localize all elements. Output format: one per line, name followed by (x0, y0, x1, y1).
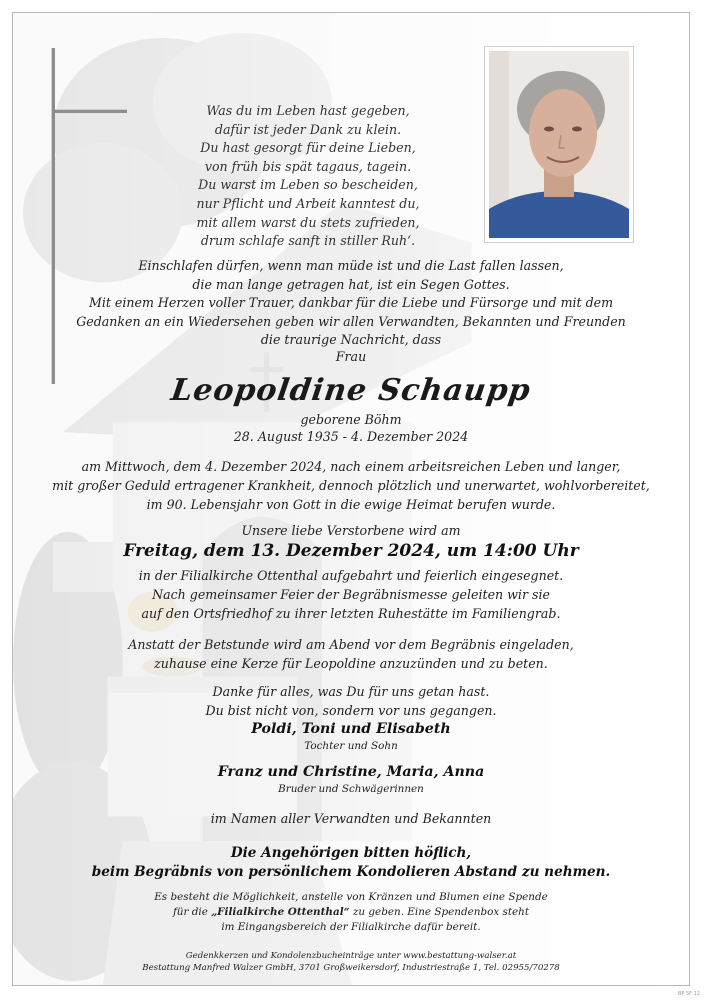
footer (13, 950, 689, 974)
intro-line: die man lange getragen hat, ist ein Segen Gottes. (192, 276, 510, 292)
poem-line: drum schlafe sanft in stiller Ruh‘. (200, 233, 416, 249)
funeral-details (13, 566, 689, 624)
notice-line: mit großer Geduld ertragener Krankheit, dennoch plötzlich und unerwartet, wohlvorbereitet, (52, 477, 650, 493)
birth-info (13, 412, 689, 445)
poem (158, 102, 458, 251)
poem-line: mit allem warst du stets zufrieden, (196, 214, 420, 230)
funeral-line: auf den Ortsfriedhof zu ihrer letzten Ruhestätte im Familiengrab. (141, 606, 561, 622)
footer-address-line: Bestattung Manfred Walzer GmbH, 3701 Großweikersdorf, Industriestraße 1, Tel. 02955/70278 (142, 963, 560, 973)
footer-website-line: Gedenkkerzen und Kondolenzbucheinträge unter www.bestattung-walser.at (185, 951, 517, 961)
portrait-photo (484, 46, 634, 243)
funeral-line: Nach gemeinsamer Feier der Begräbnismesse geleiten wir sie (152, 587, 550, 603)
donation-line: im Eingangsbereich der Filialkirche dafür bereit. (221, 921, 481, 933)
donation-note (13, 890, 689, 935)
funeral-date: Freitag, dem 13. Dezember 2024, um 14:00 Uhr (123, 541, 579, 561)
poem-line: von früh bis spät tagaus, tagein. (204, 158, 412, 174)
life-dates: 28. August 1935 - 4. Dezember 2024 (233, 428, 469, 444)
request-line: Die Angehörigen bitten höflich, (230, 845, 472, 861)
maiden-name: geborene Böhm (300, 412, 402, 427)
donation-pre: für die (172, 906, 212, 918)
donation-church: „Filialkirche Ottenthal“ (211, 906, 350, 918)
on-behalf-text: im Namen aller Verwandten und Bekannten (210, 811, 492, 826)
thanks-text (13, 683, 689, 720)
poem-line: Was du im Leben hast gegeben, (206, 103, 410, 118)
death-notice (13, 458, 689, 514)
obituary-card (12, 12, 690, 986)
salutation: Frau (335, 349, 367, 364)
print-code: BP 5F 12 (677, 991, 700, 997)
donation-post: zu geben. Eine Spendenbox steht (349, 906, 530, 918)
thanks-line: Du bist nicht von, sondern vor uns gegangen. (205, 702, 497, 718)
thanks-line: Danke für alles, was Du für uns getan hast. (212, 684, 490, 699)
intro-line: Einschlafen dürfen, wenn man müde ist und die Last fallen lassen, (138, 258, 564, 273)
poem-line: Du hast gesorgt für deine Lieben, (200, 140, 416, 156)
deceased-name: Leopoldine Schaupp (168, 373, 534, 408)
intro-line: Mit einem Herzen voller Trauer, dankbar für die Liebe und Fürsorge und mit dem (88, 295, 614, 311)
family-names: Poldi, Toni und Elisabeth (251, 721, 451, 737)
intro-line: die traurige Nachricht, dass (260, 332, 442, 348)
family-relation: Bruder und Schwägerinnen (278, 783, 424, 795)
poem-line: Du warst im Leben so bescheiden, (198, 177, 418, 193)
notice-line: am Mittwoch, dem 4. Dezember 2024, nach einem arbeitsreichen Leben und langer, (81, 459, 621, 474)
family-names: Franz und Christine, Maria, Anna (217, 764, 485, 780)
intro-text (13, 257, 689, 350)
intro-line: Gedanken an ein Wiedersehen geben wir allen Verwandten, Bekannten und Freunden (76, 313, 626, 329)
donation-line: Es besteht die Möglichkeit, anstelle von Kränzen und Blumen eine Spende (154, 891, 548, 903)
request-line: beim Begräbnis von persönlichem Kondolieren Abstand zu nehmen. (91, 864, 611, 880)
betstunde-text (13, 636, 689, 673)
notice-line: im 90. Lebensjahr von Gott in die ewige Heimat berufen wurde. (146, 496, 556, 512)
family-relation: Tochter und Sohn (304, 740, 398, 752)
poem-line: dafür ist jeder Dank zu klein. (214, 121, 402, 137)
funeral-intro: Unsere liebe Verstorbene wird am (241, 523, 461, 538)
betstunde-line: Anstatt der Betstunde wird am Abend vor dem Begräbnis eingeladen, (128, 637, 574, 652)
donation-line (13, 905, 689, 920)
poem-line: nur Pflicht und Arbeit kanntest du, (196, 195, 420, 211)
funeral-line: in der Filialkirche Ottenthal aufgebahrt und feierlich eingesegnet. (138, 568, 564, 583)
condolence-request (13, 844, 689, 882)
betstunde-line: zuhause eine Kerze für Leopoldine anzuzünden und zu beten. (154, 655, 548, 671)
